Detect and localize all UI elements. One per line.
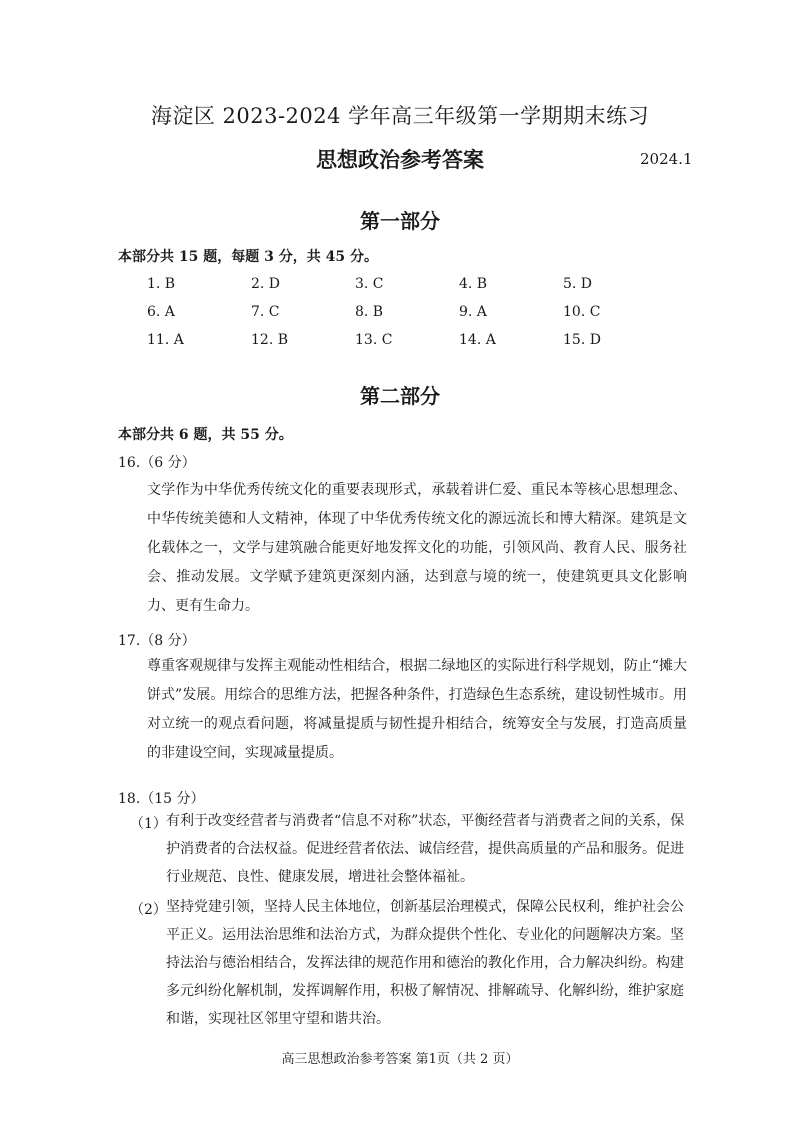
answer-row <box>147 298 667 326</box>
answer-grid <box>147 270 667 354</box>
answer-cell: 5. D <box>563 276 593 292</box>
answer-cell: 3. C <box>355 276 384 292</box>
q16-label: 16.（6 分） <box>118 455 196 471</box>
answer-cell: 7. C <box>251 304 280 320</box>
answer-row <box>147 270 667 298</box>
answer-cell: 10. C <box>563 304 601 320</box>
answer-cell: 1. B <box>147 276 176 292</box>
document-subtitle: 思想政治参考答案 <box>316 147 484 172</box>
document-title: 海淀区 2023-2024 学年高三年级第一学期期末练习 <box>150 104 650 128</box>
q16-answer: 文学作为中华优秀传统文化的重要表现形式，承载着讲仁爱、重民本等核心思想理念、中华传统美德和人文精神，体现了中华优秀传统文化的源远流长和博大精深。建筑是文化载体之一，文学与建筑融合能更好地发挥文化的功能，引领风尚、教育人民、服务社会、推动发展。文学赋予建筑更深刻内涵，达到意与境的统一，使建筑更具文化影响力、更有生命力。 <box>147 482 687 614</box>
answer-cell: 11. A <box>147 332 184 348</box>
answer-cell: 13. C <box>355 332 393 348</box>
answer-row <box>147 326 667 354</box>
q18-sub2-answer: 坚持党建引领，坚持人民主体地位，创新基层治理模式，保障公民权利，维护社会公平正义。运用法治思维和法治方式，为群众提供个性化、专业化的问题解决方案。坚持法治与德治相结合，发挥法律的规范作用和德治的教化作用，合力解决纠纷。构建多元纠纷化解机制，发挥调解作用，积极了解情况、排解疏导、化解纠纷，维护家庭和谐，实现社区邻里守望和谐共治。 <box>166 899 684 1027</box>
answer-cell: 15. D <box>563 332 601 348</box>
document-date: 2024.1 <box>640 150 693 168</box>
q17-label: 17.（8 分） <box>118 633 196 649</box>
answer-cell: 8. B <box>355 304 384 320</box>
q18-label: 18.（15 分） <box>118 791 205 807</box>
part2-intro: 本部分共 6 题，共 55 分。 <box>118 427 293 443</box>
answer-cell: 4. B <box>459 276 488 292</box>
q18-sub1-label: （1） <box>130 816 167 832</box>
answer-cell: 6. A <box>147 304 175 320</box>
part2-heading: 第二部分 <box>360 384 440 408</box>
q18-sub1-answer: 有利于改变经营者与消费者“信息不对称”状态，平衡经营者与消费者之间的关系，保护消费者的合法权益。促进经营者依法、诚信经营，提供高质量的产品和服务。促进行业规范、良性、健康发展，增进社会整体福祉。 <box>166 813 685 885</box>
part1-heading: 第一部分 <box>360 209 440 233</box>
answer-cell: 2. D <box>251 276 281 292</box>
q18-sub2-label: （2） <box>130 902 167 918</box>
part1-intro: 本部分共 15 题，每题 3 分，共 45 分。 <box>118 249 378 265</box>
answer-cell: 9. A <box>459 304 487 320</box>
answer-cell: 12. B <box>251 332 289 348</box>
q17-answer: 尊重客观规律与发挥主观能动性相结合，根据二绿地区的实际进行科学规划，防止“摊大饼式”发展。用综合的思维方法，把握各种条件，打造绿色生态系统，建设韧性城市。用对立统一的观点看问题，将减量提质与韧性提升相结合，统筹安全与发展，打造高质量的非建设空间，实现减量提质。 <box>147 658 687 761</box>
answer-cell: 14. A <box>459 332 496 348</box>
page-footer: 高三思想政治参考答案 第1页（共 2 页） <box>281 1052 519 1067</box>
